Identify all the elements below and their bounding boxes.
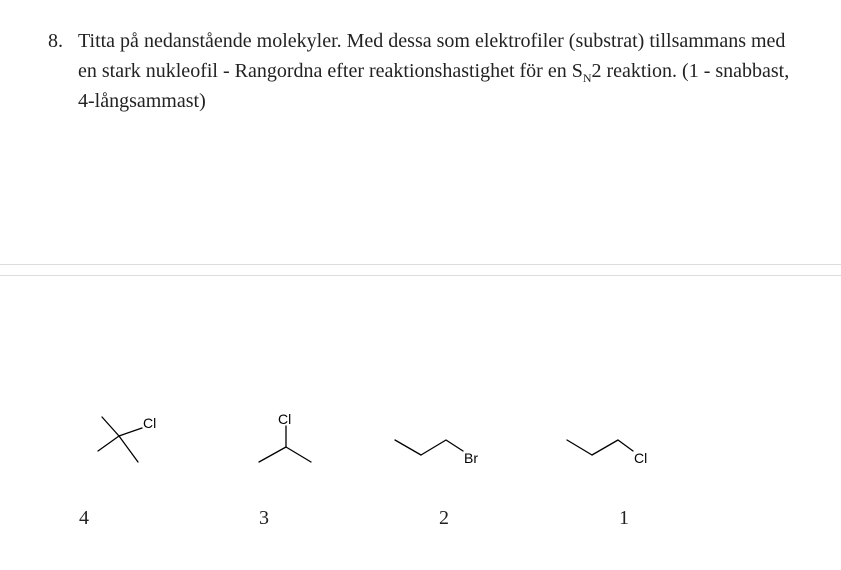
- rank-label-molecule-4: 1: [619, 507, 629, 529]
- rank-label-molecule-2: 3: [259, 507, 269, 529]
- bond: [618, 440, 633, 451]
- bond: [421, 440, 446, 455]
- halogen-label: Cl: [143, 415, 157, 431]
- molecule-1-chloropropane: [567, 440, 647, 466]
- bond: [446, 440, 463, 451]
- bond: [119, 428, 142, 436]
- question-text-main: Titta på nedanstående molekyler. Med dessa som elektrofiler (substrat) tillsammans med en stark nukleofil - Rangordna efter reaktionshastighet för en S: [78, 30, 786, 82]
- molecule-tert-butyl-chloride: [98, 415, 156, 462]
- bond: [102, 417, 119, 436]
- question-text-end: 2 reaktion. (1 - snabbast, 4-långsammast): [78, 60, 790, 112]
- rank-label-molecule-1: 4: [79, 507, 89, 529]
- halogen-label: Cl: [634, 450, 648, 466]
- rank-label-molecule-3: 2: [439, 507, 449, 529]
- bond: [119, 436, 138, 462]
- question-subscript: N: [582, 71, 592, 85]
- molecule-isopropyl-chloride: [259, 411, 311, 462]
- bond: [567, 440, 592, 455]
- bond: [286, 447, 311, 462]
- bond: [395, 440, 421, 455]
- halogen-label: Br: [464, 450, 478, 466]
- molecule-1-bromopropane: [395, 440, 478, 466]
- halogen-label: Cl: [278, 411, 292, 427]
- question-number: 8.: [48, 30, 63, 52]
- bond: [592, 440, 618, 455]
- bond: [98, 436, 119, 451]
- bond: [259, 447, 286, 462]
